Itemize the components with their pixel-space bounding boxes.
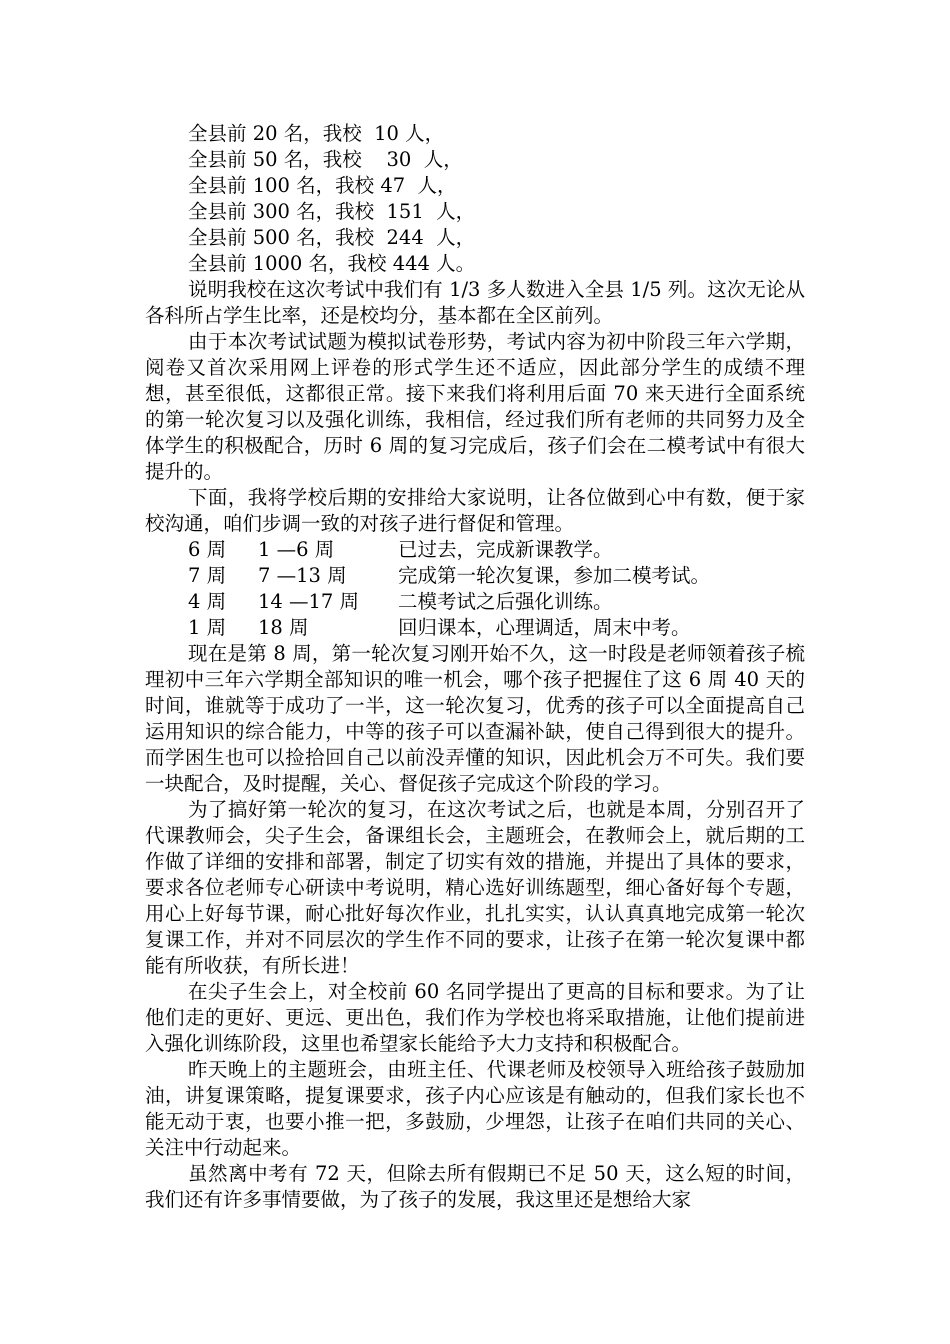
schedule-row <box>145 537 805 563</box>
schedule-task: 回归课本，心理调适，周末中考。 <box>398 616 691 639</box>
paragraph: 说明我校在这次考试中我们有 1/3 多人数进入全县 1/5 列。这次无论从各科所占学生比率，还是校均分，基本都在全区前列。 <box>145 278 805 327</box>
schedule-task: 完成第一轮次复课，参加二模考试。 <box>398 564 711 587</box>
schedule-duration: 4 周 <box>188 590 227 613</box>
stat-line: 全县前 1000 名，我校 444 人。 <box>188 252 476 275</box>
paragraph: 现在是第 8 周，第一轮次复习刚开始不久，这一时段是老师领着孩子梳理初中三年六学期全部知识的唯一机会，哪个孩子把握住了这 6 周 40 天的时间，谁就等于成功了一半，这一轮次复习，优秀的孩子可以全面提高自己运用知识的综合能力，中等的孩子可以查漏补缺，使自己得到很大的提升。而学困生也可以捡拾回自己以前没弄懂的知识，因此机会万不可失。我们要一块配合，及时提醒，关心、督促孩子完成这个阶段的学习。 <box>145 642 805 795</box>
schedule-row <box>145 589 805 615</box>
paragraph: 由于本次考试试题为模拟试卷形势，考试内容为初中阶段三年六学期，阅卷又首次采用网上评卷的形式学生还不适应，因此部分学生的成绩不理想，甚至很低，这都很正常。接下来我们将利用后面 70 来天进行全面系统的第一轮次复习以及强化训练，我相信，经过我们所有老师的共同努力及全体学生的积极配合，历时 6 周的复习完成后，孩子们会在二模考试中有很大提升的。 <box>145 330 805 483</box>
stat-line: 全县前 100 名，我校 47 人， <box>188 174 457 197</box>
paragraph: 昨天晚上的主题班会，由班主任、代课老师及校领导入班给孩子鼓励加油，讲复课策略，提复课要求，孩子内心应该是有触动的，但我们家长也不能无动于衷，也要小推一把，多鼓励，少埋怨，让孩子在咱们共同的关心、关注中行动起来。 <box>145 1058 805 1159</box>
schedule-task: 二模考试之后强化训练。 <box>398 590 613 613</box>
schedule-row <box>145 615 805 641</box>
schedule-duration: 6 周 <box>188 538 227 561</box>
paragraph: 在尖子生会上，对全校前 60 名同学提出了更高的目标和要求。为了让他们走的更好、更远、更出色，我们作为学校也将采取措施，让他们提前进入强化训练阶段，这里也希望家长能给予大力支持和积极配合。 <box>145 980 805 1055</box>
stat-line: 全县前 20 名，我校 10 人， <box>188 122 445 145</box>
paragraph: 虽然离中考有 72 天，但除去所有假期已不足 50 天，这么短的时间，我们还有许多事情要做，为了孩子的发展，我这里还是想给大家 <box>145 1162 805 1211</box>
schedule-range: 7 —13 周 <box>258 564 347 587</box>
schedule-range: 1 —6 周 <box>258 538 335 561</box>
stat-line: 全县前 500 名，我校 244 人， <box>188 226 476 249</box>
document-body <box>145 121 805 1213</box>
schedule-duration: 7 周 <box>188 564 227 587</box>
stat-line: 全县前 50 名，我校 30 人， <box>188 148 463 171</box>
schedule-range: 18 周 <box>258 616 309 639</box>
schedule-range: 14 —17 周 <box>258 590 360 613</box>
stat-line: 全县前 300 名，我校 151 人， <box>188 200 476 223</box>
paragraph: 为了搞好第一轮次的复习，在这次考试之后，也就是本周，分别召开了代课教师会，尖子生会，备课组长会，主题班会，在教师会上，就后期的工作做了详细的安排和部署，制定了切实有效的措施，并提出了具体的要求，要求各位老师专心研读中考说明，精心选好训练题型，细心备好每个专题，用心上好每节课，耐心批好每次作业，扎扎实实，认认真真地完成第一轮次复课工作，并对不同层次的学生作不同的要求，让孩子在第一轮次复课中都能有所收获，有所长进！ <box>145 798 805 977</box>
schedule-task: 已过去，完成新课教学。 <box>398 538 613 561</box>
schedule-row <box>145 563 805 589</box>
schedule-duration: 1 周 <box>188 616 227 639</box>
paragraph: 下面，我将学校后期的安排给大家说明，让各位做到心中有数，便于家校沟通，咱们步调一致的对孩子进行督促和管理。 <box>145 486 805 535</box>
